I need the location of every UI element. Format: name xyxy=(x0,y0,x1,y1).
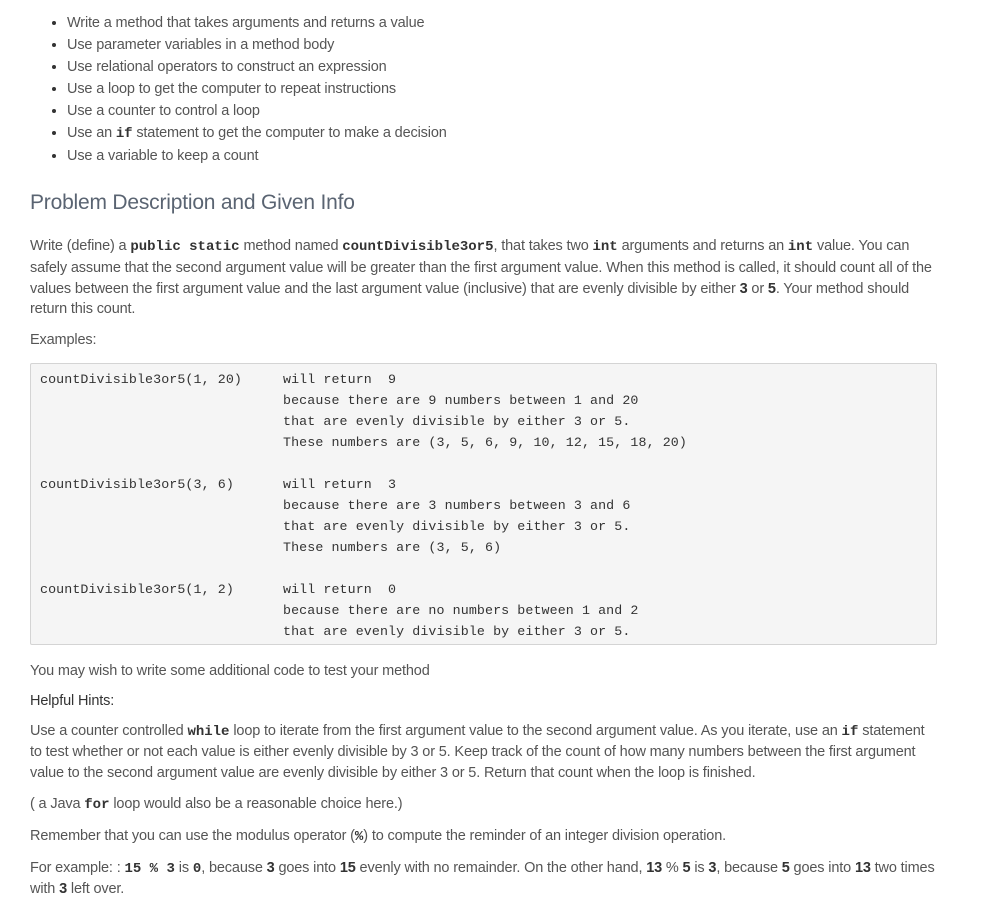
inline-code: int xyxy=(592,239,618,255)
example-call: countDivisible3or5(1, 20) xyxy=(40,371,242,387)
objective-item: • Use a counter to control a loop xyxy=(67,100,940,122)
example-result: will return 9 because there are 9 numbers between 1 and 20 that are evenly divisible by either 3 or 5. These numbers are (3, 5, 6, 9, 10, 12, 15, 18, 20) xyxy=(283,371,687,450)
inline-code: 0 xyxy=(192,860,202,877)
objective-item: • Use a variable to keep a count xyxy=(67,145,940,167)
example-result: will return 0 because there are no numbers between 1 and 2 that are evenly divisible by either 3 or 5. xyxy=(283,581,639,639)
test-note: You may wish to write some additional code to test your method xyxy=(30,662,430,679)
inline-code: while xyxy=(187,723,230,740)
hint-text: Use a counter controlled while loop to iterate from the first argument value to the second argument value. As you iterate, use an if statement to test whether or not each value is either evenly divisible by 3 or 5. Keep track of the count of how many numbers between the first argument value to the second argument value are evenly divisible by either 3 or 5. Return that count when the loop is finished. xyxy=(30,722,925,782)
objective-item: • Use an if statement to get the computer to make a decision xyxy=(67,122,940,145)
inline-code: public static xyxy=(130,239,240,255)
example-result: will return 3 because there are 3 numbers between 3 and 6 that are evenly divisible by either 3 or 5. These numbers are (3, 5, 6) xyxy=(283,476,631,555)
modulus-example: For example: : 15 % 3 is 0, because 3 goes into 15 evenly with no remainder. On the other hand, 13 % 5 is 3, because 5 goes into 13 two times with 3 left over. xyxy=(30,859,935,898)
inline-code: if xyxy=(115,126,133,142)
inline-code: if xyxy=(841,723,859,740)
section-title: Problem Description and Given Info xyxy=(30,191,355,214)
inline-code: for xyxy=(84,796,110,813)
for-loop-note: ( a Java for loop would also be a reasonable choice here.) xyxy=(30,795,403,813)
objective-item: • Write a method that takes arguments and returns a value xyxy=(67,12,940,34)
inline-code: % xyxy=(354,828,364,845)
method-name: countDivisible3or5 xyxy=(342,239,494,255)
objective-item: • Use relational operators to construct an expression xyxy=(67,56,940,78)
examples-code-block xyxy=(30,363,937,645)
inline-code: 15 % 3 xyxy=(124,860,175,877)
example-call: countDivisible3or5(3, 6) xyxy=(40,476,234,492)
hints-title: Helpful Hints: xyxy=(30,692,115,709)
modulus-note: Remember that you can use the modulus operator (%) to compute the reminder of an integer division operation. xyxy=(30,827,727,845)
inline-code: int xyxy=(787,239,814,255)
objective-item: • Use a loop to get the computer to repeat instructions xyxy=(67,78,940,100)
objective-item: • Use parameter variables in a method body xyxy=(67,34,940,56)
problem-description: Write (define) a public static method named countDivisible3or5, that takes two int arguments and returns an int value. You can safely assume that the second argument value will be greater than the first argument value. When this method is called, it should count all of the values between the first argument value and the last argument value (inclusive) that are evenly divisible by either 3 or 5. Your method should return this count. xyxy=(30,238,932,318)
example-call: countDivisible3or5(1, 2) xyxy=(40,581,234,597)
objectives-list xyxy=(30,12,940,167)
examples-label: Examples: xyxy=(30,332,97,349)
